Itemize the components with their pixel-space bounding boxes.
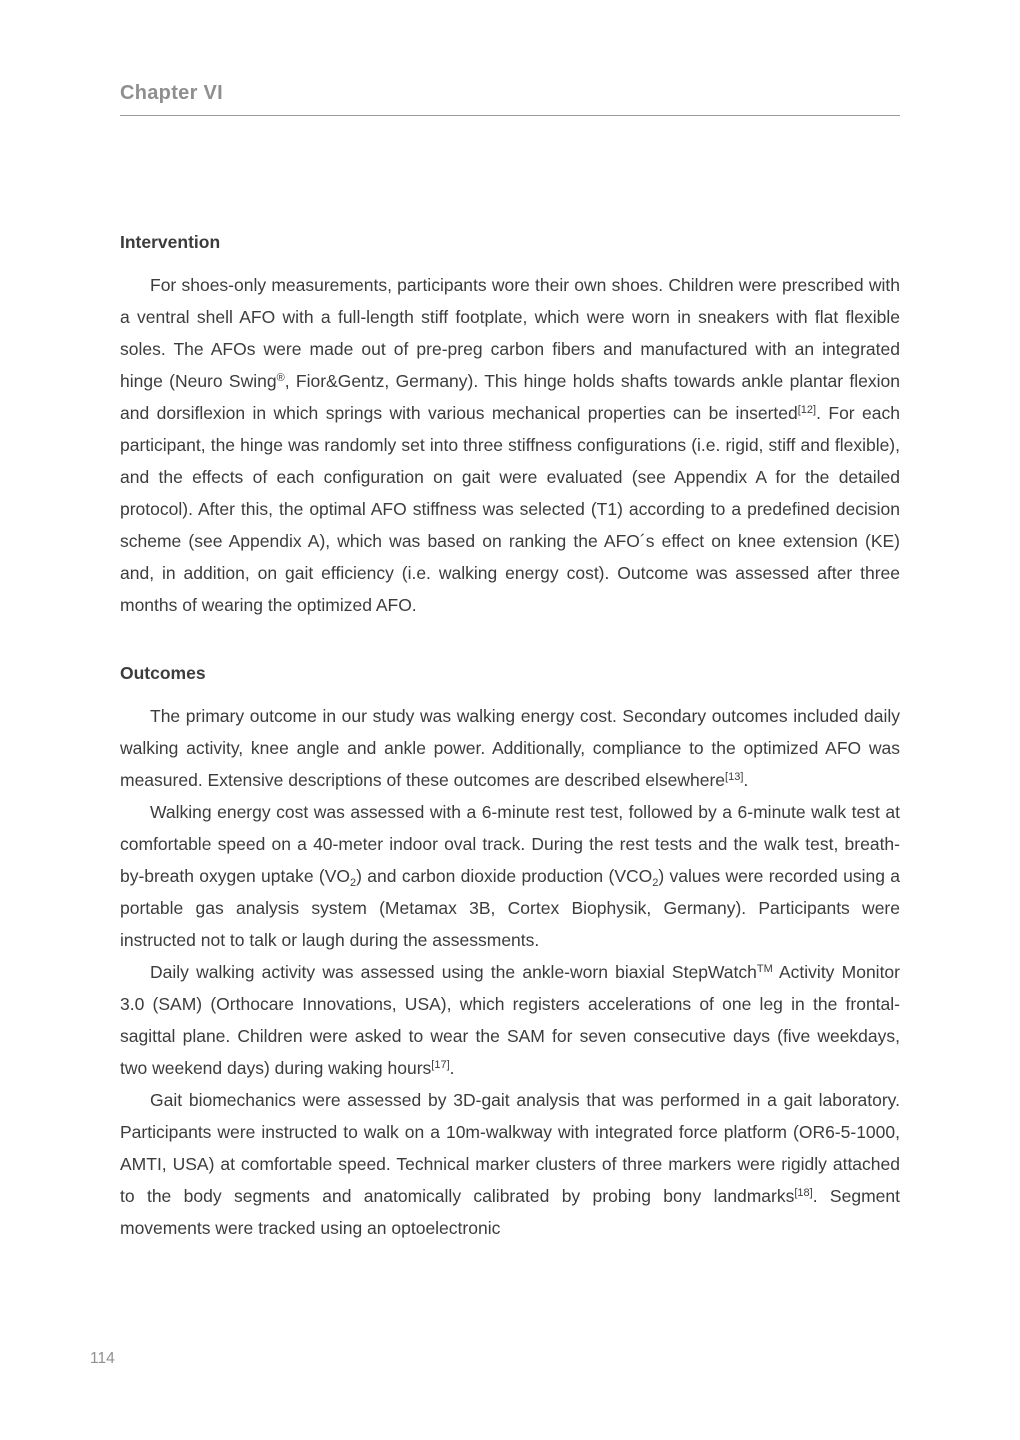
- text-segment: Walking energy cost was assessed with a 6-minute rest test, followed by a 6-minute walk test at comfortable speed on a 40-meter indoor oval track. During the rest tests and the walk test, breath-by-breath oxygen uptake (VO: [120, 802, 900, 886]
- text-segment: For shoes-only measurements, participants wore their own shoes. Children were prescribed with a ventral shell AFO with a full-length stiff footplate, which were worn in sneakers with flat flexible soles. The AFOs were made out of pre-preg carbon fibers and manufactured with an integrated hinge (Neuro Swing: [120, 275, 900, 391]
- superscript-reference: ®: [276, 372, 285, 384]
- paragraph: [120, 1084, 900, 1244]
- section-heading: Intervention: [120, 232, 221, 252]
- subscript: 2: [350, 877, 357, 889]
- text-segment: .: [449, 1058, 455, 1078]
- paragraph: [120, 700, 900, 796]
- superscript-reference: TM: [756, 963, 773, 975]
- text-segment: ) and carbon dioxide production (VCO: [356, 866, 653, 886]
- subscript: 2: [652, 877, 659, 889]
- paragraph: [120, 796, 900, 956]
- paragraph: [120, 956, 900, 1084]
- superscript-reference: [12]: [797, 404, 817, 416]
- page-number: 114: [90, 1350, 115, 1367]
- text-segment: Gait biomechanics were assessed by 3D-gait analysis that was performed in a gait laboratory. Participants were instructed to walk on a 10m-walkway with integrated force platform (OR6-5-1000, AMTI, USA) at comfortable speed. Technical marker clusters of three markers were rigidly attached to the body segments and anatomically calibrated by probing bony landmarks: [120, 1090, 900, 1206]
- text-segment: .: [743, 770, 749, 790]
- paragraph: [120, 269, 900, 621]
- text-segment: ) values were recorded using a portable gas analysis system (Metamax 3B, Cortex Biophysik, Germany). Participants were instructed not to talk or laugh during the assessments.: [120, 866, 900, 950]
- superscript-reference: [17]: [431, 1059, 450, 1071]
- section-heading: Outcomes: [120, 663, 206, 683]
- text-segment: , Fior&Gentz, Germany). This hinge holds shafts towards ankle plantar flexion and dorsiflexion in which springs with various mechanical properties can be inserted: [120, 371, 901, 423]
- text-segment: Activity Monitor 3.0 (SAM) (Orthocare Innovations, USA), which registers accelerations of one leg in the frontal-sagittal plane. Children were asked to wear the SAM for seven consecutive days (five weekdays, two weekend days) during waking hours: [120, 962, 900, 1078]
- chapter-title: Chapter VI: [120, 82, 224, 104]
- text-segment: Daily walking activity was assessed using the ankle-worn biaxial StepWatch: [150, 962, 757, 982]
- page-content: [120, 232, 900, 1244]
- text-segment: . Segment movements were tracked using an optoelectronic: [120, 1186, 900, 1238]
- header-divider: [120, 115, 900, 116]
- text-segment: . For each participant, the hinge was randomly set into three stiffness configurations (i.e. rigid, stiff and flexible), and the effects of each configuration on gait were evaluated (see Appendix A for the detailed protocol). After this, the optimal AFO stiffness was selected (T1) according to a predefined decision scheme (see Appendix A), which was based on ranking the AFO´s effect on knee extension (KE) and, in addition, on gait efficiency (i.e. walking energy cost). Outcome was assessed after three months of wearing the optimized AFO.: [120, 403, 900, 615]
- superscript-reference: [13]: [725, 771, 744, 783]
- text-segment: The primary outcome in our study was walking energy cost. Secondary outcomes included daily walking activity, knee angle and ankle power. Additionally, compliance to the optimized AFO was measured. Extensive descriptions of these outcomes are described elsewhere: [120, 706, 900, 790]
- chapter-header: [120, 82, 900, 116]
- superscript-reference: [18]: [794, 1187, 813, 1199]
